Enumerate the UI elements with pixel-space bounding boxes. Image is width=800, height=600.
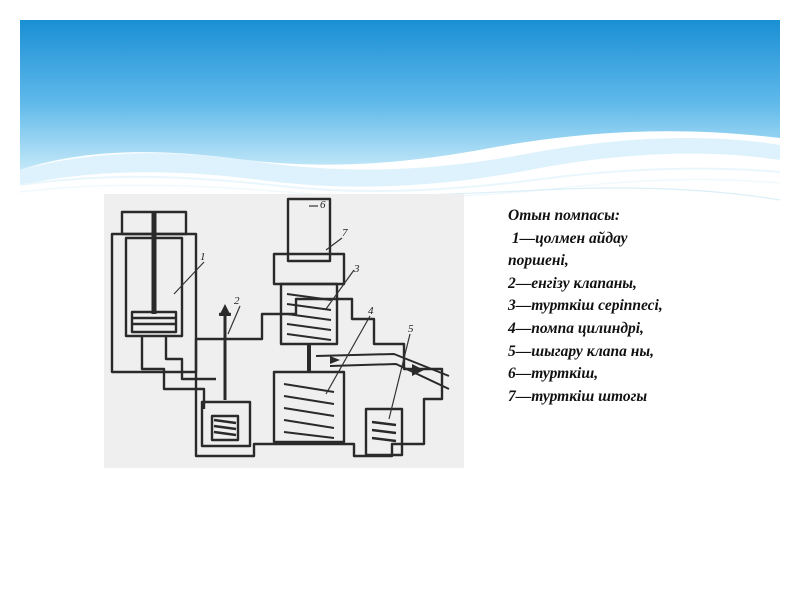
diagram-label-3: 3 <box>354 263 360 275</box>
legend-item-7: 7—турткіш штогы <box>508 387 648 405</box>
wave-graphic <box>20 20 780 220</box>
legend-title: Отын помпасы: <box>508 207 621 224</box>
fuel-pump-diagram-icon <box>104 194 464 468</box>
diagram-label-5: 5 <box>408 323 414 335</box>
legend-item-4: 4—помпа цилиндрі, <box>508 319 644 337</box>
fuel-pump-diagram <box>104 194 464 468</box>
diagram-label-1: 1 <box>200 251 206 263</box>
pump-legend <box>508 205 768 408</box>
legend-item-1-continued: поршені, <box>508 252 569 270</box>
legend-item-3: 3—турткіш серіппесі, <box>508 297 663 315</box>
header-wave-decoration <box>20 20 780 220</box>
legend-item-1: 1—цолмен айдау <box>508 229 628 247</box>
legend-item-5: 5—шыгару клапа ны, <box>508 342 655 360</box>
priming-piston <box>132 312 176 332</box>
diagram-label-6: 6 <box>320 199 326 211</box>
legend-item-6: 6—турткіш, <box>508 365 599 383</box>
diagram-label-2: 2 <box>234 295 240 307</box>
diagram-label-7: 7 <box>342 227 348 239</box>
diagram-label-4: 4 <box>368 305 374 317</box>
legend-item-2: 2—енгізу клапаны, <box>508 274 637 292</box>
